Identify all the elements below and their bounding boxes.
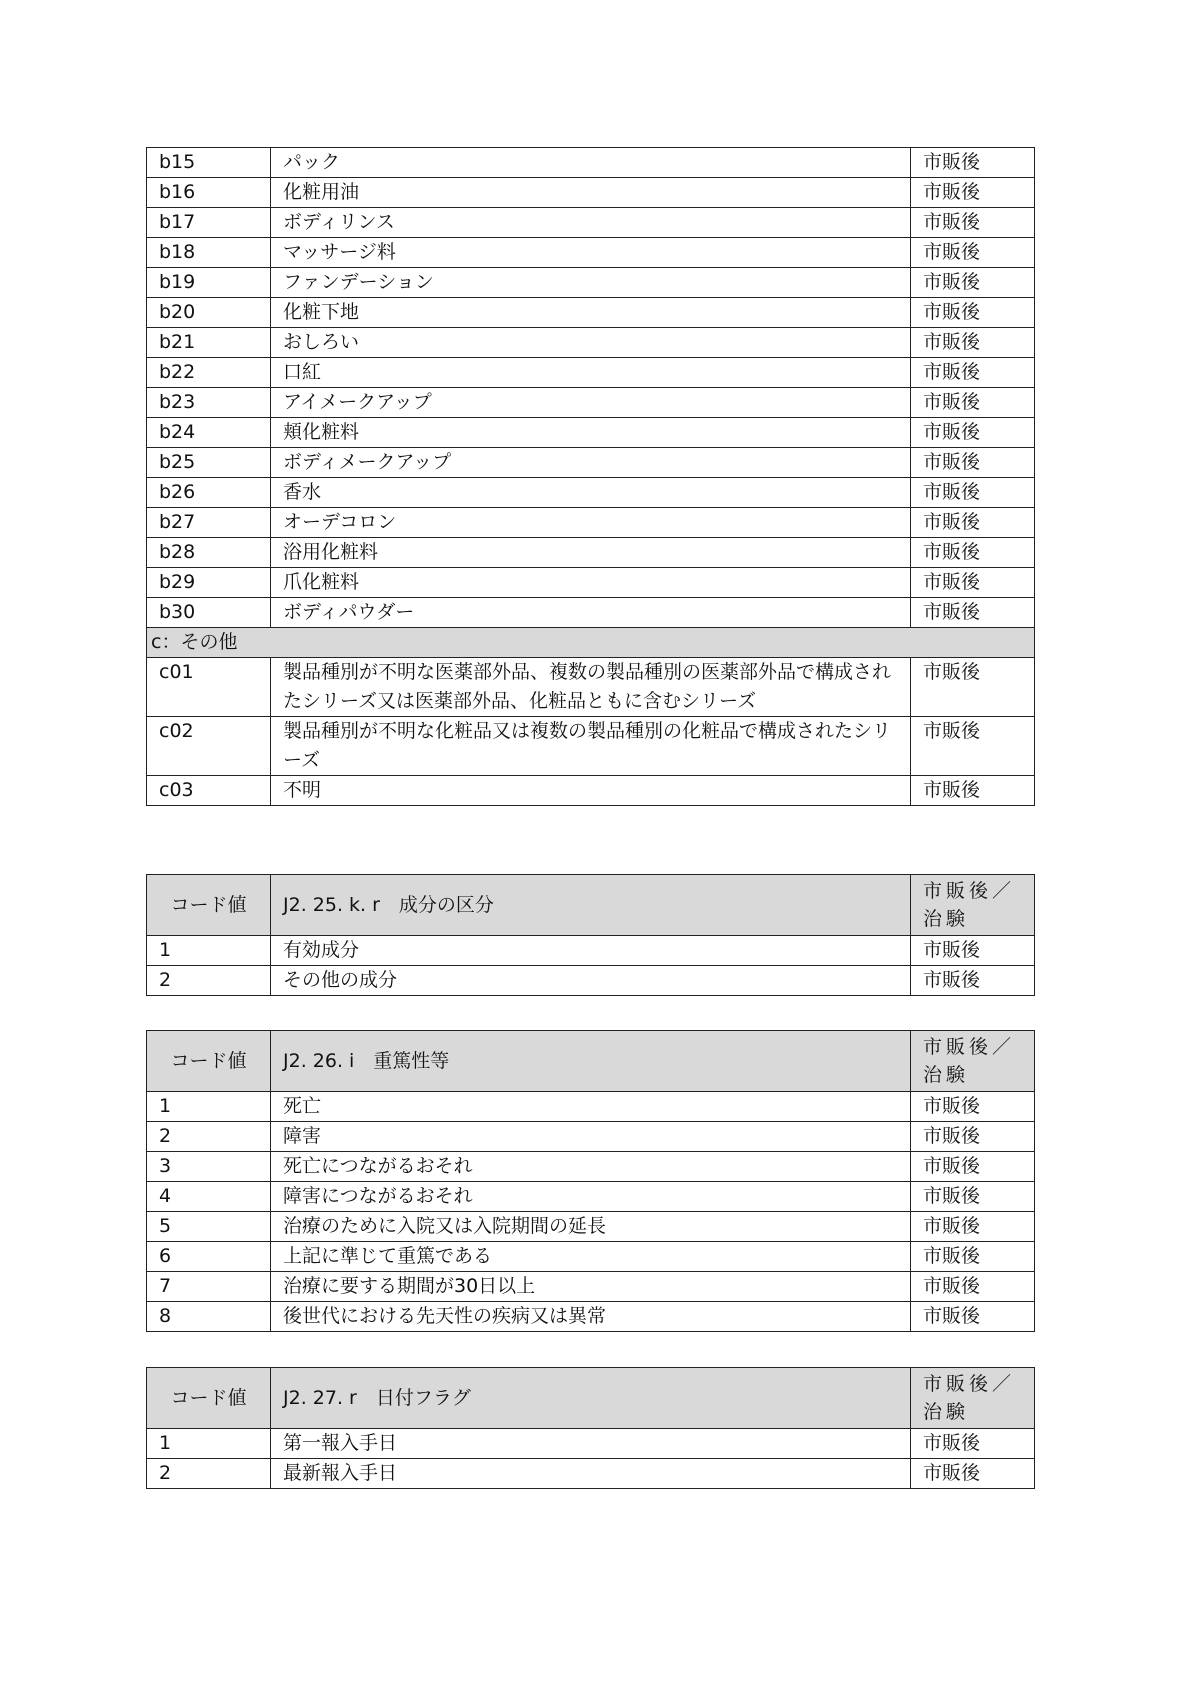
name-cell: オーデコロン [271, 508, 911, 538]
code-cell: 2 [147, 966, 271, 996]
table-row [147, 1092, 1035, 1122]
table-header-row [147, 1368, 1035, 1429]
table-row [147, 508, 1035, 538]
section-label: c：その他 [147, 628, 1035, 658]
product-type-table-body [147, 148, 1035, 806]
name-cell: ボディパウダー [271, 598, 911, 628]
phase-cell: 市販後 [911, 538, 1035, 568]
code-cell: b15 [147, 148, 271, 178]
table-row [147, 238, 1035, 268]
table-row [147, 268, 1035, 298]
table-row [147, 1429, 1035, 1459]
name-cell: ボディリンス [271, 208, 911, 238]
name-cell: 障害につながるおそれ [271, 1182, 911, 1212]
phase-cell: 市販後 [911, 1122, 1035, 1152]
date-flag-code-table [146, 1367, 1035, 1489]
code-cell: b29 [147, 568, 271, 598]
phase-cell: 市販後 [911, 658, 1035, 717]
header-phase: 市販後／治験 [911, 875, 1035, 936]
table-row [147, 418, 1035, 448]
phase-cell: 市販後 [911, 478, 1035, 508]
name-cell: 頬化粧料 [271, 418, 911, 448]
product-type-code-table [146, 147, 1035, 806]
name-cell: ファンデーション [271, 268, 911, 298]
code-cell: b27 [147, 508, 271, 538]
code-cell: b25 [147, 448, 271, 478]
name-cell: 治療に要する期間が30日以上 [271, 1272, 911, 1302]
name-cell: 最新報入手日 [271, 1459, 911, 1489]
table-row [147, 1302, 1035, 1332]
table-row [147, 1242, 1035, 1272]
code-cell: 2 [147, 1122, 271, 1152]
code-cell: 5 [147, 1212, 271, 1242]
code-cell: b22 [147, 358, 271, 388]
phase-cell: 市販後 [911, 388, 1035, 418]
code-cell: b30 [147, 598, 271, 628]
ingredient-category-code-table [146, 874, 1035, 996]
code-cell: b26 [147, 478, 271, 508]
code-cell: b23 [147, 388, 271, 418]
phase-cell: 市販後 [911, 598, 1035, 628]
name-cell: パック [271, 148, 911, 178]
ingredient-category-table-body [147, 936, 1035, 996]
seriousness-code-table [146, 1030, 1035, 1332]
code-cell: b21 [147, 328, 271, 358]
phase-cell: 市販後 [911, 508, 1035, 538]
table-row [147, 358, 1035, 388]
name-cell: マッサージ料 [271, 238, 911, 268]
phase-cell: 市販後 [911, 268, 1035, 298]
header-phase: 市販後／治験 [911, 1031, 1035, 1092]
code-cell: 3 [147, 1152, 271, 1182]
table-row [147, 1459, 1035, 1489]
table-row [147, 776, 1035, 806]
header-phase: 市販後／治験 [911, 1368, 1035, 1429]
phase-cell: 市販後 [911, 1459, 1035, 1489]
name-cell: 死亡 [271, 1092, 911, 1122]
phase-cell: 市販後 [911, 717, 1035, 776]
header-field-name: J2. 26. i 重篤性等 [271, 1031, 911, 1092]
code-cell: 1 [147, 936, 271, 966]
table-row [147, 208, 1035, 238]
name-cell: 有効成分 [271, 936, 911, 966]
code-cell: b19 [147, 268, 271, 298]
code-cell: b20 [147, 298, 271, 328]
phase-cell: 市販後 [911, 328, 1035, 358]
name-cell: 障害 [271, 1122, 911, 1152]
table-row [147, 1122, 1035, 1152]
name-cell: 製品種別が不明な医薬部外品、複数の製品種別の医薬部外品で構成されたシリーズ又は医薬部外品、化粧品ともに含むシリーズ [271, 658, 911, 717]
phase-cell: 市販後 [911, 208, 1035, 238]
phase-cell: 市販後 [911, 1272, 1035, 1302]
code-cell: c01 [147, 658, 271, 717]
table-row [147, 298, 1035, 328]
table-row [147, 328, 1035, 358]
table-row [147, 1272, 1035, 1302]
header-field-name: J2. 27. r 日付フラグ [271, 1368, 911, 1429]
name-cell: 口紅 [271, 358, 911, 388]
name-cell: 香水 [271, 478, 911, 508]
phase-cell: 市販後 [911, 1429, 1035, 1459]
table-row [147, 178, 1035, 208]
table-row [147, 1182, 1035, 1212]
code-cell: 4 [147, 1182, 271, 1212]
phase-cell: 市販後 [911, 298, 1035, 328]
table-row [147, 478, 1035, 508]
phase-cell: 市販後 [911, 568, 1035, 598]
header-code-value: コード値 [147, 875, 271, 936]
code-cell: 2 [147, 1459, 271, 1489]
header-code-value: コード値 [147, 1368, 271, 1429]
phase-cell: 市販後 [911, 1092, 1035, 1122]
phase-cell: 市販後 [911, 1242, 1035, 1272]
phase-cell: 市販後 [911, 1152, 1035, 1182]
phase-cell: 市販後 [911, 776, 1035, 806]
table-row [147, 717, 1035, 776]
date-flag-table-body [147, 1429, 1035, 1489]
table-row [147, 658, 1035, 717]
name-cell: その他の成分 [271, 966, 911, 996]
name-cell: 第一報入手日 [271, 1429, 911, 1459]
phase-cell: 市販後 [911, 358, 1035, 388]
phase-cell: 市販後 [911, 936, 1035, 966]
table-row [147, 448, 1035, 478]
code-cell: b17 [147, 208, 271, 238]
table-row [147, 936, 1035, 966]
phase-cell: 市販後 [911, 178, 1035, 208]
name-cell: アイメークアップ [271, 388, 911, 418]
table-row [147, 568, 1035, 598]
phase-cell: 市販後 [911, 238, 1035, 268]
phase-cell: 市販後 [911, 448, 1035, 478]
code-cell: c02 [147, 717, 271, 776]
phase-cell: 市販後 [911, 966, 1035, 996]
name-cell: 後世代における先天性の疾病又は異常 [271, 1302, 911, 1332]
table-row [147, 1152, 1035, 1182]
phase-cell: 市販後 [911, 1182, 1035, 1212]
name-cell: 化粧用油 [271, 178, 911, 208]
name-cell: 治療のために入院又は入院期間の延長 [271, 1212, 911, 1242]
name-cell: 上記に準じて重篤である [271, 1242, 911, 1272]
code-cell: b28 [147, 538, 271, 568]
table-row [147, 966, 1035, 996]
table-row [147, 1212, 1035, 1242]
table-row [147, 598, 1035, 628]
phase-cell: 市販後 [911, 148, 1035, 178]
code-cell: 6 [147, 1242, 271, 1272]
name-cell: 死亡につながるおそれ [271, 1152, 911, 1182]
table-header-row [147, 875, 1035, 936]
phase-cell: 市販後 [911, 1302, 1035, 1332]
name-cell: ボディメークアップ [271, 448, 911, 478]
header-field-name: J2. 25. k. r 成分の区分 [271, 875, 911, 936]
name-cell: 製品種別が不明な化粧品又は複数の製品種別の化粧品で構成されたシリーズ [271, 717, 911, 776]
code-cell: 8 [147, 1302, 271, 1332]
table-row [147, 388, 1035, 418]
code-cell: b18 [147, 238, 271, 268]
name-cell: 不明 [271, 776, 911, 806]
header-code-value: コード値 [147, 1031, 271, 1092]
name-cell: 浴用化粧料 [271, 538, 911, 568]
code-cell: b16 [147, 178, 271, 208]
code-cell: c03 [147, 776, 271, 806]
name-cell: 化粧下地 [271, 298, 911, 328]
table-header-row [147, 1031, 1035, 1092]
section-row-other [147, 628, 1035, 658]
code-cell: 7 [147, 1272, 271, 1302]
phase-cell: 市販後 [911, 418, 1035, 448]
code-cell: b24 [147, 418, 271, 448]
phase-cell: 市販後 [911, 1212, 1035, 1242]
code-cell: 1 [147, 1092, 271, 1122]
name-cell: 爪化粧料 [271, 568, 911, 598]
code-cell: 1 [147, 1429, 271, 1459]
table-row [147, 538, 1035, 568]
table-row [147, 148, 1035, 178]
seriousness-table-body [147, 1092, 1035, 1332]
name-cell: おしろい [271, 328, 911, 358]
